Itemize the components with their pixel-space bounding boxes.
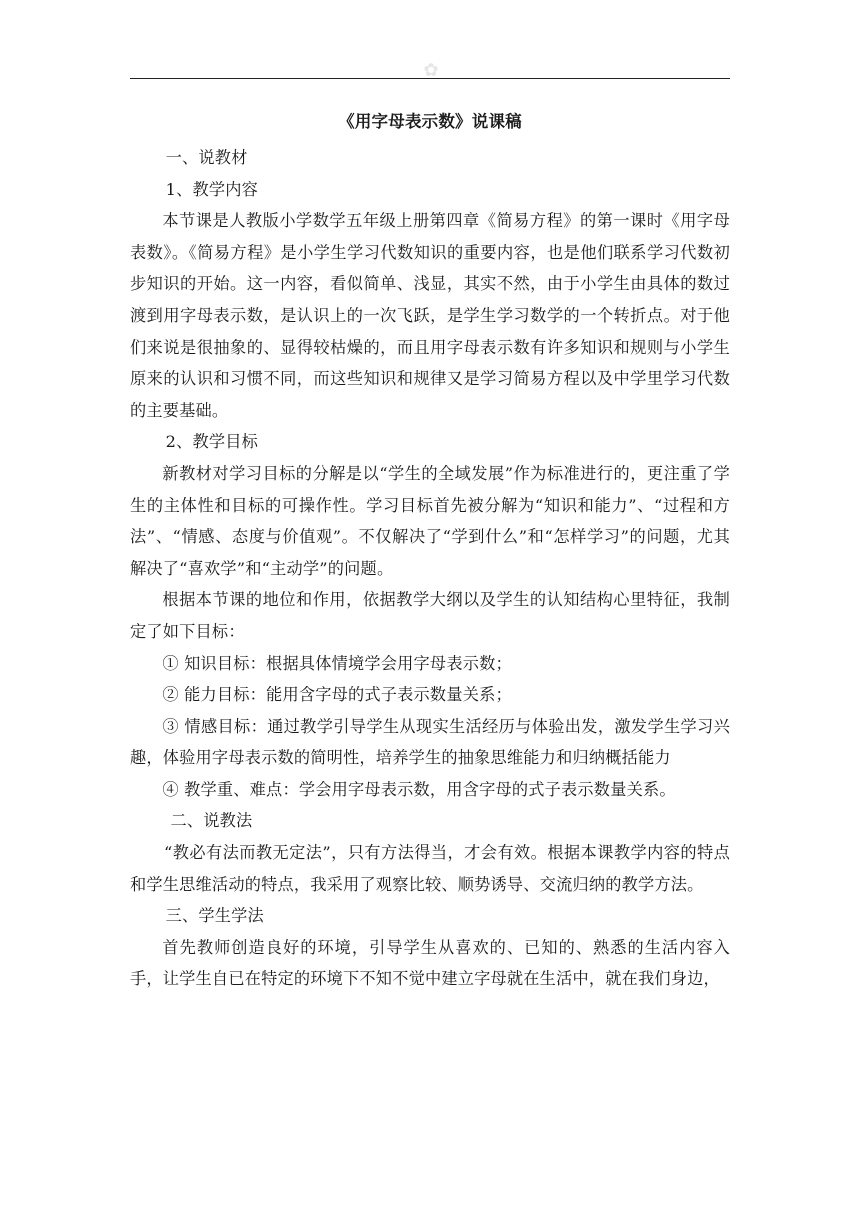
paragraph-teaching-content: 本节课是人教版小学数学五年级上册第四章《简易方程》的第一课时《用字母表数》。《简易方程》是小学生学习代数知识的重要内容，也是他们联系学习代数初步知识的开始。这一内容，看似简单、浅显，其实不然，由于小学生由具体的数过渡到用字母表示数，是认识上的一次飞跃，是学生学习数学的一个转折点。对于他们来说是很抽象的、显得较枯燥的，而且用字母表示数有许多知识和规则与小学生原来的认识和习惯不同，而这些知识和规律又是学习简易方程以及中学里学习代数的主要基础。 [130,211,730,420]
subheading-teaching-goals: 2、教学目标 [165,432,259,452]
list-item-key-points: ④ 教学重、难点：学会用字母表示数，用含字母的式子表示数量关系。 [162,779,676,799]
list-item-emotion-goal: ③ 情感目标：通过教学引导学生从现实生活经历与体验出发，激发学生学习兴趣，体验用字母表示数的简明性，培养学生的抽象思维能力和归纳概括能力 [130,716,730,768]
subheading-teaching-content: 1、教学内容 [165,179,259,199]
section-heading-teaching-method: 二、说教法 [170,811,253,831]
document-title: 《用字母表示数》说课稿 [338,112,522,131]
watermark-logo-icon: ✿ [423,60,439,81]
section-heading-teaching-material: 一、说教材 [165,148,248,167]
list-item-ability-goal: ② 能力目标：能用含字母的式子表示数量关系； [162,685,512,705]
list-item-knowledge-goal: ① 知识目标：根据具体情境学会用字母表示数； [162,653,512,673]
paragraph-goals-intro: 新教材对学习目标的分解是以“学生的全域发展”作为标准进行的，更注重了学生的主体性和目标的可操作性。学习目标首先被分解为“知识和能力”、“过程和方法”、“情感、态度与价值观”。不仅解决了“学到什么”和“怎样学习”的问题，尤其解决了“喜欢学”和“主动学”的问题。 [130,463,730,578]
document-body [130,105,730,995]
paragraph-teaching-method: “教必有法而教无定法”，只有方法得当，才会有效。根据本课教学内容的特点和学生思维活动的特点，我采用了观察比较、顺势诱导、交流归纳的教学方法。 [130,843,730,894]
paragraph-learning-method: 首先教师创造良好的环境，引导学生从喜欢的、已知的、熟悉的生活内容入手，让学生自已在特定的环境下不知不觉中建立字母就在生活中，就在我们身边， [130,937,730,989]
paragraph-goals-basis: 根据本节课的地位和作用，依据教学大纲以及学生的认知结构心里特征，我制定了如下目标： [130,590,730,641]
section-heading-learning-method: 三、学生学法 [165,906,264,926]
